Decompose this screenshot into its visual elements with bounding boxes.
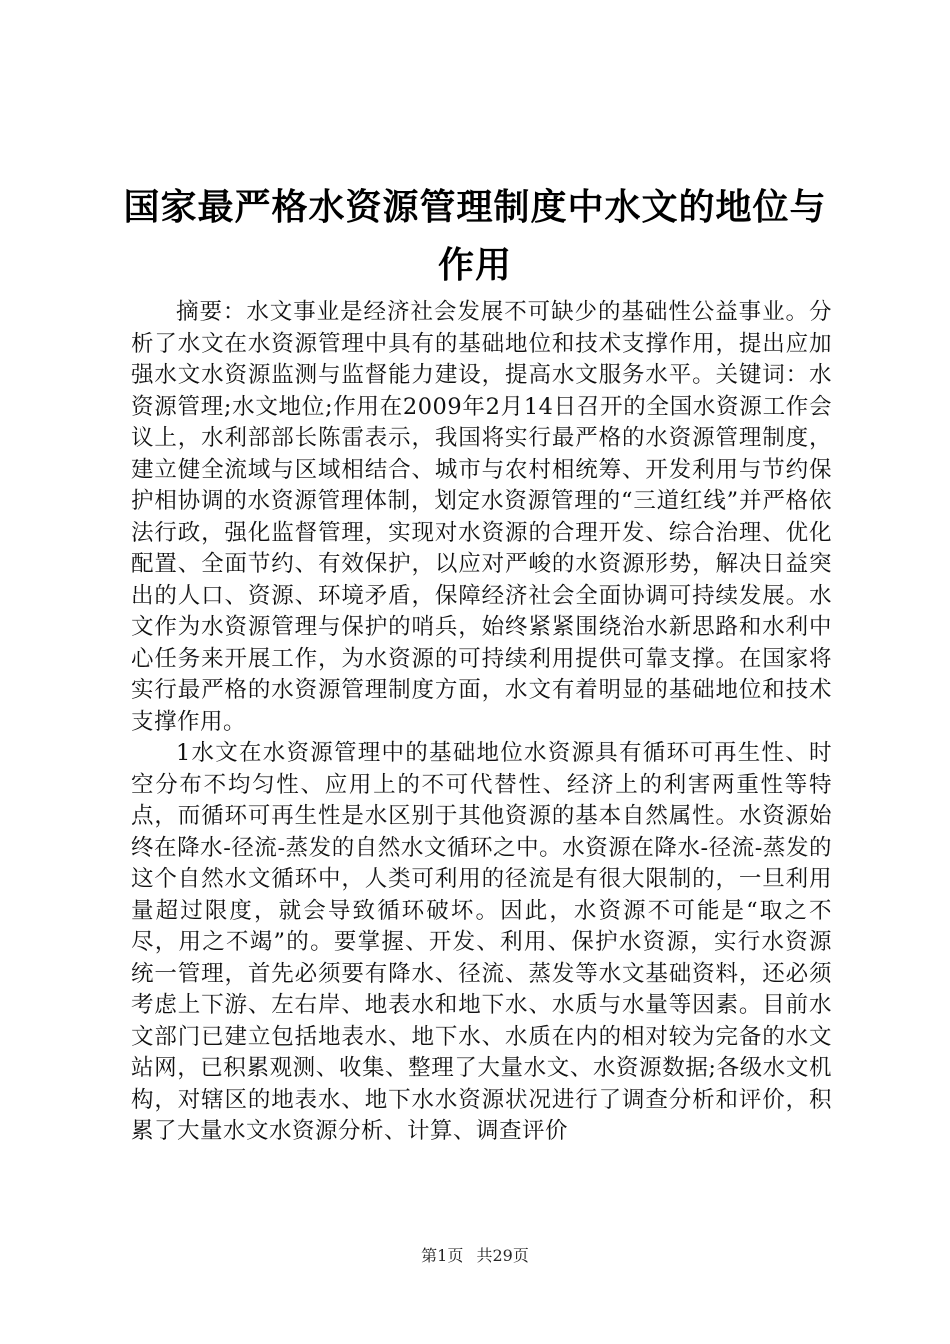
- page-footer: [0, 1243, 950, 1266]
- page-number: 第1页: [421, 1246, 464, 1265]
- abstract-paragraph: 摘要：水文事业是经济社会发展不可缺少的基础性公益事业。分析了水文在水资源管理中具有的基础地位和技术支撑作用，提出应加强水文水资源监测与监督能力建设，提高水文服务水平。关键词：水资源管理;水文地位;作用在2009年2月14日召开的全国水资源工作会议上，水利部部长陈雷表示，我国将实行最严格的水资源管理制度，建立健全流域与区域相结合、城市与农村相统筹、开发利用与节约保护相协调的水资源管理体制，划定水资源管理的“三道红线”并严格依法行政，强化监督管理，实现对水资源的合理开发、综合治理、优化配置、全面节约、有效保护，以应对严峻的水资源形势，解决日益突出的人口、资源、环境矛盾，保障经济社会全面协调可持续发展。水文作为水资源管理与保护的哨兵，始终紧紧围绕治水新思路和水利中心任务来开展工作，为水资源的可持续利用提供可靠支撑。在国家将实行最严格的水资源管理制度方面，水文有着明显的基础地位和技术支撑作用。: [131, 299, 832, 735]
- total-pages: 共29页: [476, 1246, 529, 1265]
- document-title: 国家最严格水资源管理制度中水文的地位与作用: [123, 186, 827, 286]
- section-1-paragraph: 1水文在水资源管理中的基础地位水资源具有循环可再生性、时空分布不均匀性、应用上的不可代替性、经济上的利害两重性等特点，而循环可再生性是水区别于其他资源的基本自然属性。水资源始终在降水-径流-蒸发的自然水文循环之中。水资源在降水-径流-蒸发的这个自然水文循环中，人类可利用的径流是有很大限制的，一旦利用量超过限度，就会导致循环破坏。因此，水资源不可能是“取之不尽，用之不竭”的。要掌握、开发、利用、保护水资源，实行水资源统一管理，首先必须要有降水、径流、蒸发等水文基础资料，还必须考虑上下游、左右岸、地表水和地下水、水质与水量等因素。目前水文部门已建立包括地表水、地下水、水质在内的相对较为完备的水文站网，已积累观测、收集、整理了大量水文、水资源数据;各级水文机构，对辖区的地表水、地下水水资源状况进行了调查分析和评价，积累了大量水文水资源分析、计算、调查评价: [131, 740, 832, 1144]
- document-body: [131, 297, 832, 1148]
